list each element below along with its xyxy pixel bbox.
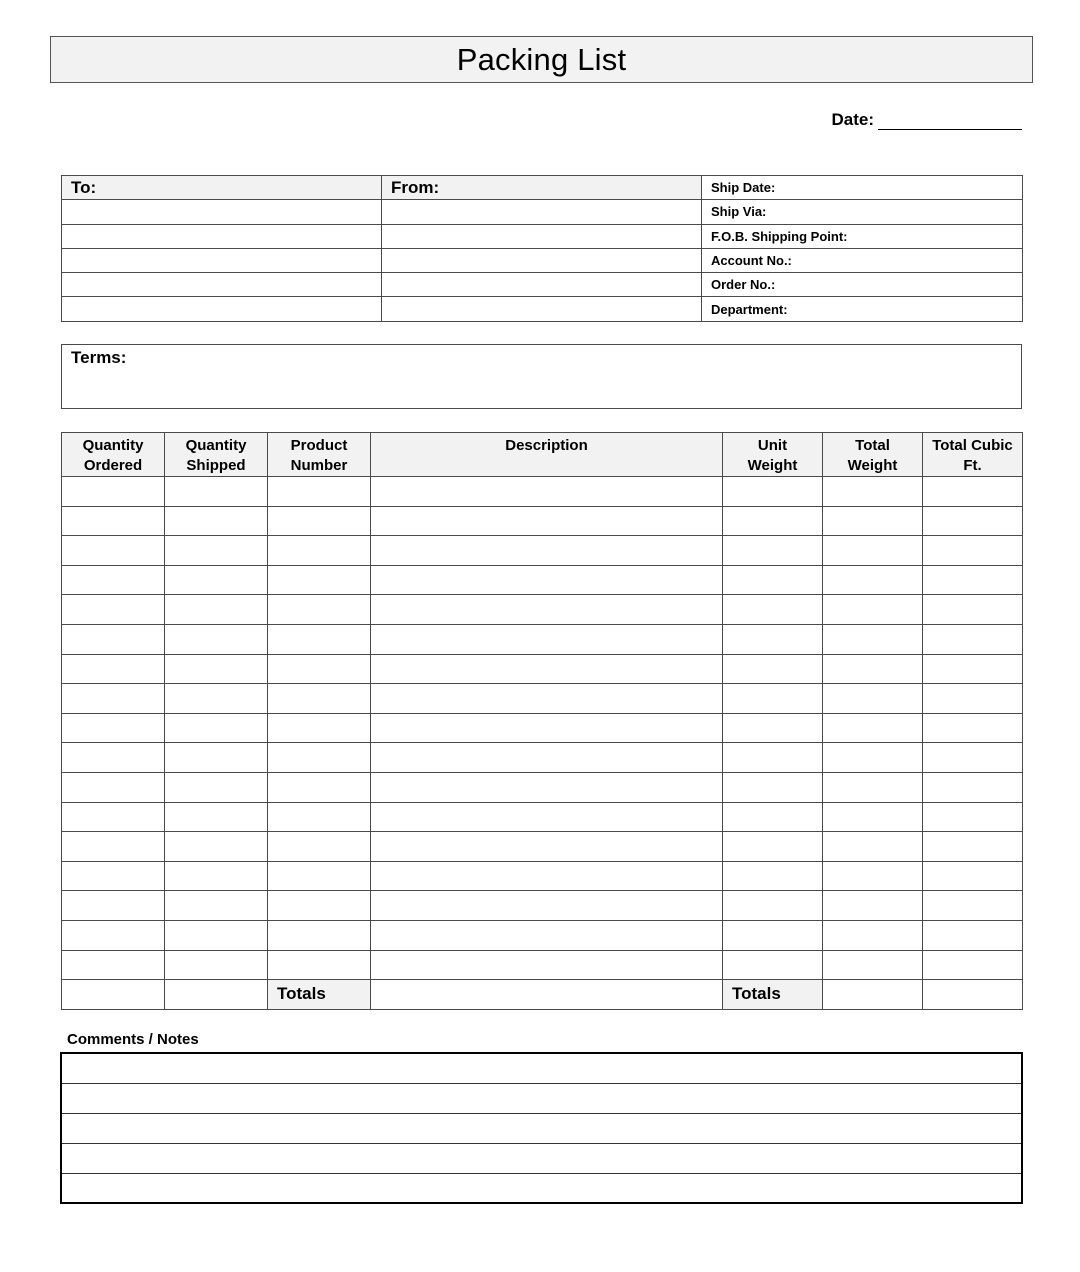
comments-table <box>60 1052 1023 1204</box>
table-cell[interactable] <box>165 506 268 536</box>
table-cell[interactable] <box>923 772 1023 802</box>
table-cell[interactable] <box>268 832 371 862</box>
comment-line <box>61 1113 1022 1143</box>
order-no-label[interactable]: Order No.: <box>702 273 1023 297</box>
ship-date-label[interactable]: Ship Date: <box>702 176 1023 200</box>
table-cell[interactable] <box>165 861 268 891</box>
table-row <box>62 565 1023 595</box>
table-cell[interactable] <box>62 624 165 654</box>
totals-label-left: Totals <box>268 980 371 1010</box>
table-cell[interactable] <box>268 595 371 625</box>
table-cell[interactable] <box>165 832 268 862</box>
account-no-label[interactable]: Account No.: <box>702 248 1023 272</box>
comment-input[interactable] <box>61 1083 1022 1113</box>
table-cell[interactable] <box>268 624 371 654</box>
table-cell[interactable] <box>923 654 1023 684</box>
table-cell[interactable] <box>62 684 165 714</box>
table-cell[interactable] <box>823 713 923 743</box>
table-cell[interactable] <box>923 506 1023 536</box>
table-row <box>62 832 1023 862</box>
table-cell[interactable] <box>371 832 723 862</box>
table-cell[interactable] <box>268 861 371 891</box>
table-cell[interactable] <box>723 565 823 595</box>
header-quantity-ordered: Quantity Ordered <box>62 433 165 477</box>
terms-label: Terms: <box>71 348 127 367</box>
table-row <box>62 684 1023 714</box>
table-row <box>62 536 1023 566</box>
table-cell[interactable] <box>371 743 723 773</box>
table-row <box>62 477 1023 507</box>
table-cell[interactable] <box>723 595 823 625</box>
table-cell[interactable] <box>165 980 268 1010</box>
table-cell[interactable] <box>723 920 823 950</box>
table-cell[interactable] <box>371 654 723 684</box>
table-cell[interactable] <box>62 536 165 566</box>
table-cell[interactable] <box>62 832 165 862</box>
page-title: Packing List <box>50 36 1033 83</box>
table-cell[interactable] <box>165 713 268 743</box>
comment-line <box>61 1083 1022 1113</box>
table-cell[interactable] <box>371 980 723 1010</box>
totals-label-right: Totals <box>723 980 823 1010</box>
table-cell[interactable] <box>371 595 723 625</box>
from-line[interactable] <box>382 297 702 321</box>
table-cell[interactable] <box>62 713 165 743</box>
table-cell[interactable] <box>923 536 1023 566</box>
table-cell[interactable] <box>371 950 723 980</box>
table-cell[interactable] <box>268 802 371 832</box>
from-line[interactable] <box>382 200 702 224</box>
table-cell[interactable] <box>371 713 723 743</box>
table-cell[interactable] <box>371 684 723 714</box>
table-cell[interactable] <box>371 861 723 891</box>
table-cell[interactable] <box>268 891 371 921</box>
address-table <box>61 175 1023 322</box>
table-cell[interactable] <box>62 506 165 536</box>
table-cell[interactable] <box>723 654 823 684</box>
table-cell[interactable] <box>165 950 268 980</box>
table-cell[interactable] <box>823 861 923 891</box>
table-cell[interactable] <box>62 654 165 684</box>
table-cell[interactable] <box>923 684 1023 714</box>
table-cell[interactable] <box>371 565 723 595</box>
table-cell[interactable] <box>723 950 823 980</box>
from-label: From: <box>382 176 702 200</box>
table-cell[interactable] <box>268 565 371 595</box>
table-cell[interactable] <box>823 565 923 595</box>
table-cell[interactable] <box>62 802 165 832</box>
table-cell[interactable] <box>165 536 268 566</box>
table-cell[interactable] <box>823 506 923 536</box>
table-cell[interactable] <box>923 624 1023 654</box>
header-total-cubic-ft: Total Cubic Ft. <box>923 433 1023 477</box>
table-cell[interactable] <box>823 536 923 566</box>
table-cell[interactable] <box>268 950 371 980</box>
table-cell[interactable] <box>165 654 268 684</box>
table-cell[interactable] <box>823 624 923 654</box>
comment-input[interactable] <box>61 1143 1022 1173</box>
table-row <box>62 624 1023 654</box>
table-row <box>62 654 1023 684</box>
table-cell[interactable] <box>823 802 923 832</box>
table-cell[interactable] <box>371 477 723 507</box>
table-cell[interactable] <box>823 477 923 507</box>
table-cell[interactable] <box>62 595 165 625</box>
table-cell[interactable] <box>823 980 923 1010</box>
table-cell[interactable] <box>165 595 268 625</box>
totals-row <box>62 980 1023 1010</box>
table-cell[interactable] <box>268 684 371 714</box>
table-cell[interactable] <box>823 920 923 950</box>
from-line[interactable] <box>382 273 702 297</box>
table-cell[interactable] <box>268 536 371 566</box>
table-cell[interactable] <box>923 595 1023 625</box>
table-cell[interactable] <box>268 477 371 507</box>
table-cell[interactable] <box>723 713 823 743</box>
table-cell[interactable] <box>371 891 723 921</box>
table-cell[interactable] <box>62 920 165 950</box>
table-cell[interactable] <box>923 861 1023 891</box>
header-quantity-shipped: Quantity Shipped <box>165 433 268 477</box>
table-cell[interactable] <box>823 772 923 802</box>
table-cell[interactable] <box>723 477 823 507</box>
comment-line <box>61 1173 1022 1203</box>
comment-input[interactable] <box>61 1053 1022 1083</box>
table-cell[interactable] <box>62 477 165 507</box>
comments-label: Comments / Notes <box>67 1031 199 1048</box>
table-row <box>62 802 1023 832</box>
table-cell[interactable] <box>62 565 165 595</box>
table-cell[interactable] <box>268 654 371 684</box>
table-cell[interactable] <box>923 950 1023 980</box>
table-cell[interactable] <box>268 743 371 773</box>
table-cell[interactable] <box>823 891 923 921</box>
table-cell[interactable] <box>723 506 823 536</box>
table-cell[interactable] <box>923 565 1023 595</box>
date-label: Date: <box>831 110 874 129</box>
header-description: Description <box>371 433 723 477</box>
table-cell[interactable] <box>723 772 823 802</box>
table-row <box>62 772 1023 802</box>
table-row <box>62 506 1023 536</box>
to-line[interactable] <box>62 273 382 297</box>
table-cell[interactable] <box>62 980 165 1010</box>
table-cell[interactable] <box>165 920 268 950</box>
table-cell[interactable] <box>823 743 923 773</box>
table-cell[interactable] <box>371 802 723 832</box>
date-input-line[interactable] <box>878 110 1022 130</box>
table-cell[interactable] <box>371 506 723 536</box>
table-cell[interactable] <box>723 684 823 714</box>
table-row <box>62 713 1023 743</box>
table-cell[interactable] <box>723 743 823 773</box>
table-cell[interactable] <box>62 950 165 980</box>
to-line[interactable] <box>62 297 382 321</box>
to-line[interactable] <box>62 224 382 248</box>
table-cell[interactable] <box>268 713 371 743</box>
comment-line <box>61 1143 1022 1173</box>
header-unit-weight: Unit Weight <box>723 433 823 477</box>
date-field <box>760 104 1022 130</box>
comment-line <box>61 1053 1022 1083</box>
ship-via-label[interactable]: Ship Via: <box>702 200 1023 224</box>
table-cell[interactable] <box>268 920 371 950</box>
table-cell[interactable] <box>165 477 268 507</box>
table-cell[interactable] <box>62 772 165 802</box>
comment-input[interactable] <box>61 1173 1022 1203</box>
table-cell[interactable] <box>923 891 1023 921</box>
table-cell[interactable] <box>923 980 1023 1010</box>
table-cell[interactable] <box>62 861 165 891</box>
header-total-weight: Total Weight <box>823 433 923 477</box>
table-cell[interactable] <box>923 832 1023 862</box>
table-cell[interactable] <box>371 624 723 654</box>
table-cell[interactable] <box>823 684 923 714</box>
items-table <box>61 432 1023 1010</box>
to-line[interactable] <box>62 248 382 272</box>
fob-label[interactable]: F.O.B. Shipping Point: <box>702 224 1023 248</box>
table-cell[interactable] <box>923 477 1023 507</box>
table-cell[interactable] <box>62 891 165 921</box>
table-cell[interactable] <box>723 536 823 566</box>
table-cell[interactable] <box>723 624 823 654</box>
table-cell[interactable] <box>723 802 823 832</box>
table-cell[interactable] <box>823 950 923 980</box>
table-cell[interactable] <box>165 565 268 595</box>
table-cell[interactable] <box>723 832 823 862</box>
table-cell[interactable] <box>923 802 1023 832</box>
table-row <box>62 891 1023 921</box>
from-line[interactable] <box>382 224 702 248</box>
table-cell[interactable] <box>923 920 1023 950</box>
terms-box[interactable] <box>61 344 1022 409</box>
table-cell[interactable] <box>723 861 823 891</box>
table-cell[interactable] <box>165 772 268 802</box>
to-line[interactable] <box>62 200 382 224</box>
table-cell[interactable] <box>62 743 165 773</box>
to-label: To: <box>62 176 382 200</box>
department-label[interactable]: Department: <box>702 297 1023 321</box>
table-row <box>62 920 1023 950</box>
table-row <box>62 743 1023 773</box>
table-cell[interactable] <box>371 536 723 566</box>
from-line[interactable] <box>382 248 702 272</box>
table-cell[interactable] <box>165 684 268 714</box>
table-cell[interactable] <box>165 802 268 832</box>
header-product-number: Product Number <box>268 433 371 477</box>
table-cell[interactable] <box>723 891 823 921</box>
table-cell[interactable] <box>268 772 371 802</box>
table-row <box>62 861 1023 891</box>
table-row <box>62 595 1023 625</box>
table-cell[interactable] <box>268 506 371 536</box>
table-cell[interactable] <box>923 713 1023 743</box>
table-cell[interactable] <box>165 743 268 773</box>
table-cell[interactable] <box>823 832 923 862</box>
table-cell[interactable] <box>165 624 268 654</box>
table-cell[interactable] <box>165 891 268 921</box>
table-cell[interactable] <box>371 920 723 950</box>
table-cell[interactable] <box>371 772 723 802</box>
table-cell[interactable] <box>823 595 923 625</box>
table-cell[interactable] <box>923 743 1023 773</box>
table-row <box>62 950 1023 980</box>
comment-input[interactable] <box>61 1113 1022 1143</box>
table-cell[interactable] <box>823 654 923 684</box>
